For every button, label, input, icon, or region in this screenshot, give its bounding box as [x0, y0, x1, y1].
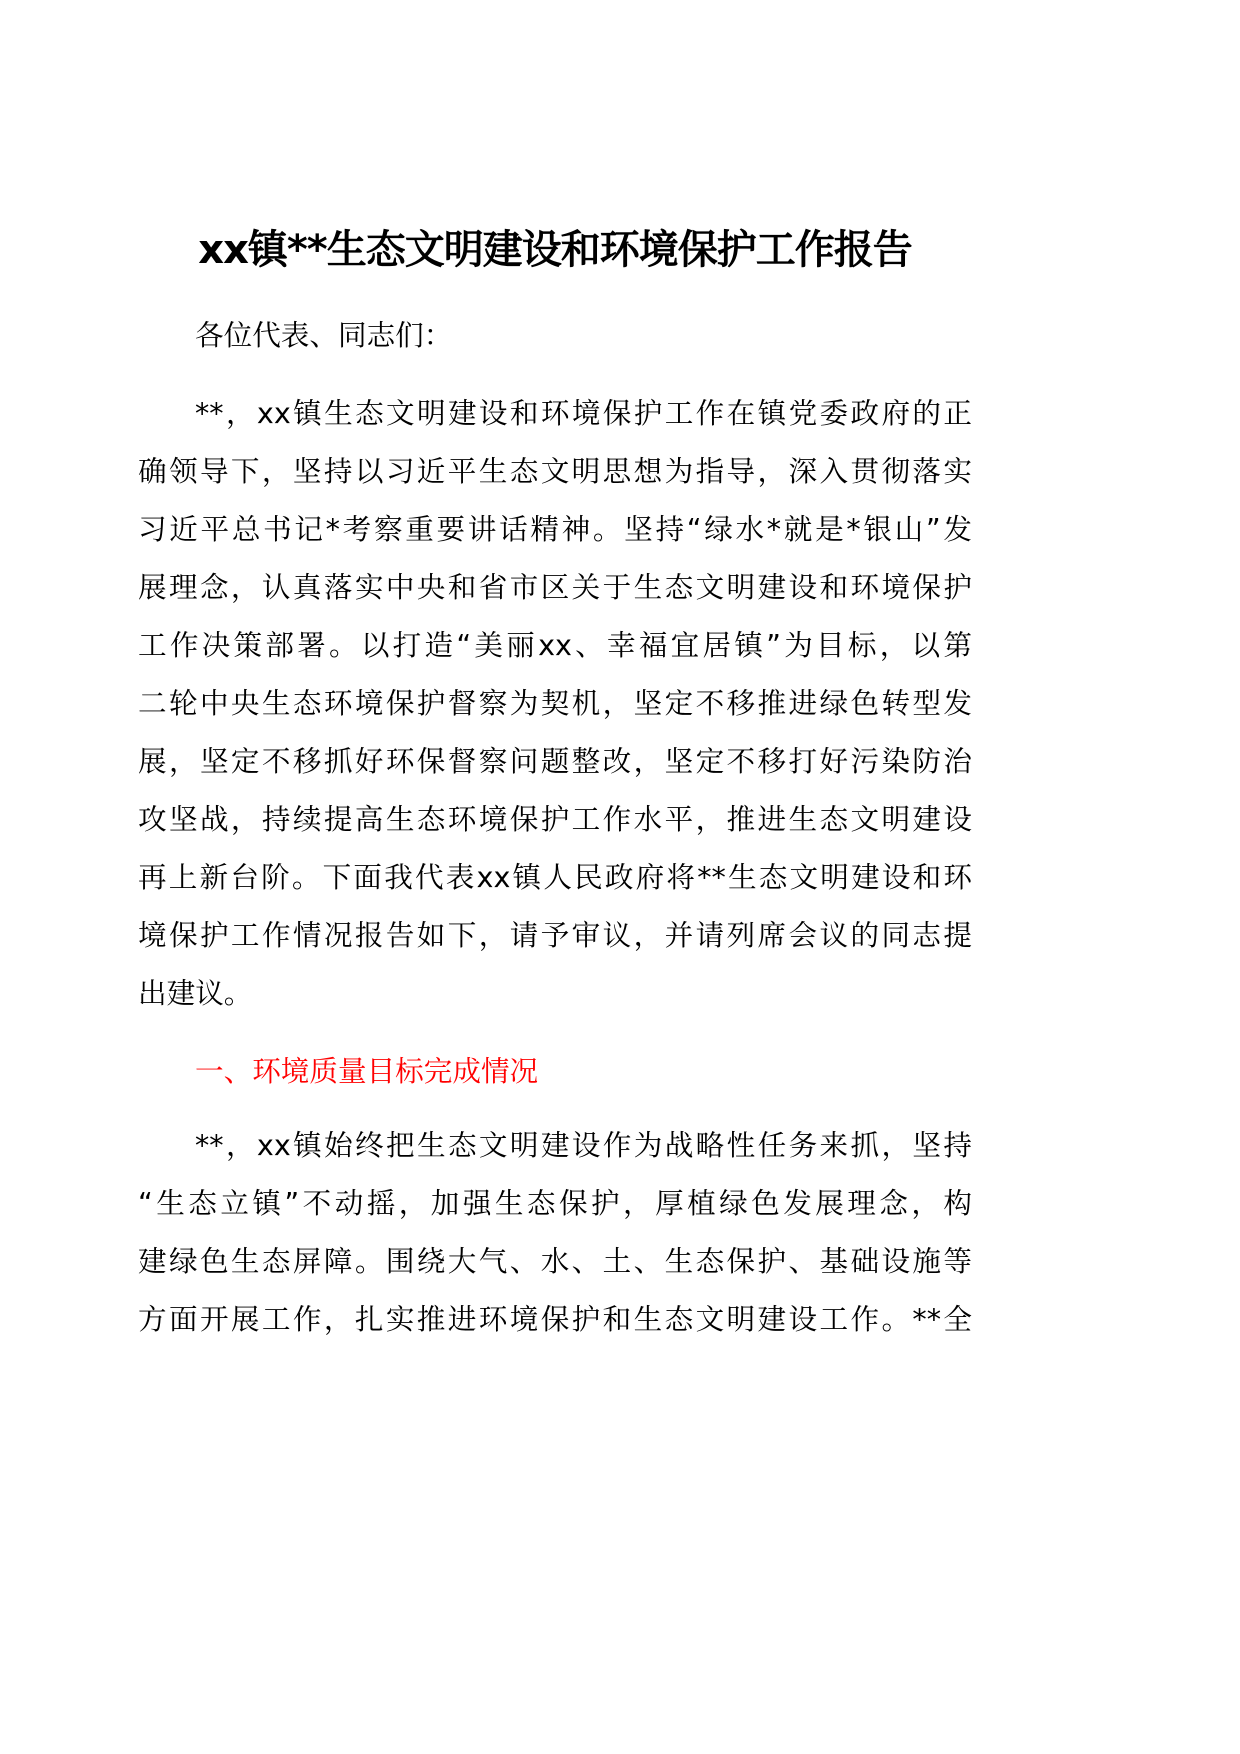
paragraph-environment-quality: [138, 1116, 972, 1348]
paragraph-line: 展理念，认真落实中央和省市区关于生态文明建设和环境保护: [138, 570, 972, 604]
paragraph-line: 出建议。: [138, 976, 253, 1010]
paragraph-line: **，xx镇生态文明建设和环境保护工作在镇党委政府的正: [195, 396, 972, 430]
paragraph-line: 攻坚战，持续提高生态环境保护工作水平，推进生态文明建设: [138, 802, 972, 836]
paragraph-line: 再上新台阶。下面我代表xx镇人民政府将**生态文明建设和环: [138, 860, 972, 894]
paragraph-line: 确领导下，坚持以习近平生态文明思想为指导，深入贯彻落实: [138, 454, 972, 488]
paragraph-line: 建绿色生态屏障。围绕大气、水、土、生态保护、基础设施等: [138, 1244, 972, 1278]
salutation: 各位代表、同志们：: [195, 318, 453, 352]
paragraph-line: 工作决策部署。以打造“美丽xx、幸福宜居镇”为目标，以第: [138, 628, 972, 662]
document-title: xx镇**生态文明建设和环境保护工作报告: [198, 227, 912, 273]
paragraph-intro: [138, 384, 972, 1022]
paragraph-line: 境保护工作情况报告如下，请予审议，并请列席会议的同志提: [138, 918, 972, 952]
paragraph-line: **，xx镇始终把生态文明建设作为战略性任务来抓，坚持: [195, 1128, 972, 1162]
paragraph-line: 习近平总书记*考察重要讲话精神。坚持“绿水*就是*银山”发: [138, 512, 972, 546]
section-heading: 一、环境质量目标完成情况: [195, 1054, 539, 1088]
paragraph-line: “生态立镇”不动摇，加强生态保护，厚植绿色发展理念，构: [138, 1186, 972, 1220]
paragraph-line: 方面开展工作，扎实推进环境保护和生态文明建设工作。**全: [138, 1302, 972, 1336]
paragraph-line: 展，坚定不移抓好环保督察问题整改，坚定不移打好污染防治: [138, 744, 972, 778]
paragraph-line: 二轮中央生态环境保护督察为契机，坚定不移推进绿色转型发: [138, 686, 972, 720]
